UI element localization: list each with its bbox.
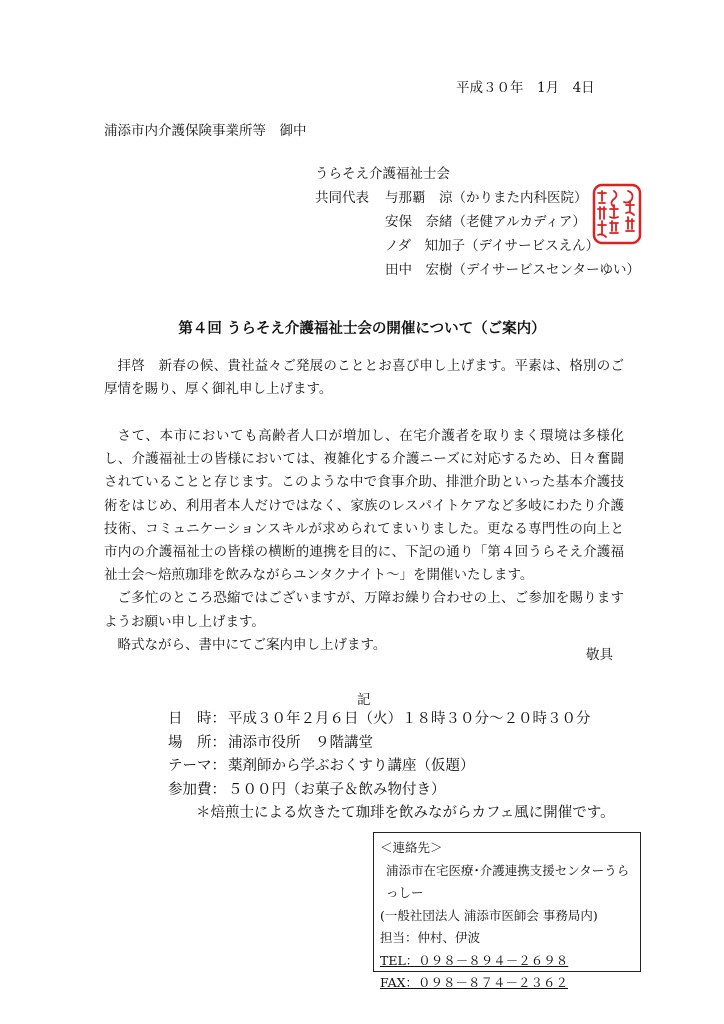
theme-label: テーマ： xyxy=(168,758,226,774)
document-title: 第４回 うらそえ介護福祉士会の開催について（ご案内） xyxy=(178,320,546,337)
contact-tel: TEL：０９８－８９４－２６９８ xyxy=(380,952,569,968)
theme-value: 薬剤師から学ぶおくすり講座（仮題） xyxy=(228,758,475,774)
greeting-text: 拝啓 新春の候、貴社益々ご発展のこととお喜び申し上げます。平素は、格別のご厚情を賜り、厚く御礼申し上げます。 xyxy=(104,358,624,398)
place-value: 浦添市役所 ９階講堂 xyxy=(228,734,373,751)
sender-organization: うらそえ介護福祉士会 xyxy=(315,166,450,182)
body-paragraph: 略式ながら、書中にてご案内申し上げます。 xyxy=(117,636,387,653)
detail-place xyxy=(168,732,615,756)
representative-name: 安保 奈緒（老健アルカディア） xyxy=(385,214,586,230)
detail-datetime xyxy=(168,708,615,732)
fee-label: 参加費： xyxy=(168,781,226,798)
contact-heading: ＜連絡先＞ xyxy=(380,840,443,855)
organization-seal-stamp xyxy=(592,183,642,245)
representative-name: 田中 宏樹（デイサービスセンターゆい） xyxy=(385,262,641,278)
fee-value: ５００円（お菓子＆飲み物付き） xyxy=(228,781,446,798)
representative-name: 与那覇 涼（かりまた内科医院） xyxy=(385,190,588,206)
detail-theme xyxy=(168,755,615,779)
representative-name: ノダ 知加子（デイサービスえん） xyxy=(385,238,600,254)
representatives-label: 共同代表 xyxy=(315,190,369,206)
closing-keigu: 敬具 xyxy=(586,647,613,663)
body-paragraph: さて、本市においても高齢者人口が増加し、在宅介護者を取りまく環境は多様化し、介護福祉士の皆様においては、複雑化する介護ニーズに対応するため、日々奮闘されていることと存じます。このような中で食事介助、排泄介助といった基本介護技術をはじめ、利用者本人だけではなく、家族のレスパイトケアなど多岐にわたり介護技術、コミュニケーションスキルが求められてまいりました。更なる専門性の向上と市内の介護福祉士の皆様の横断的連携を目的に、下記の通り「第４回うらそえ介護福祉士会～焙煎珈琲を飲みながらユンタクナイト～」を開催いたします。 xyxy=(104,428,624,584)
body-paragraph: ご多忙のところ恐縮ではございますが、万障お繰り合わせの上、ご参加を賜りますようお願い申し上げます。 xyxy=(104,590,624,630)
contact-fax: FAX：０９８－８７４－２３６２ xyxy=(380,975,569,990)
detail-fee xyxy=(168,779,615,803)
ki-marker: 記 xyxy=(357,692,371,708)
datetime-value: 平成３０年２月６日（火）１８時３０分～２０時３０分 xyxy=(228,711,591,727)
event-details xyxy=(168,708,615,826)
contact-org: (一般社団法人 浦添市医師会 事務局内) xyxy=(380,907,598,923)
contact-staff: 担当：仲村、伊波 xyxy=(380,930,481,945)
greeting-block xyxy=(104,355,624,401)
contact-center: 浦添市在宅医療･介護連携支援センターうらっしー xyxy=(386,862,630,900)
body-text xyxy=(104,425,624,657)
letter-date: 平成３０年 1月 4日 xyxy=(456,80,595,96)
contact-box xyxy=(373,832,641,990)
recipient: 浦添市内介護保険事業所等 御中 xyxy=(104,123,307,139)
detail-note: ＊焙煎士による炊きたて珈琲を飲みながらカフェ風に開催です。 xyxy=(196,805,615,821)
representative-row xyxy=(315,186,588,206)
place-label: 場 所： xyxy=(168,734,226,751)
datetime-label: 日 時： xyxy=(168,711,226,727)
